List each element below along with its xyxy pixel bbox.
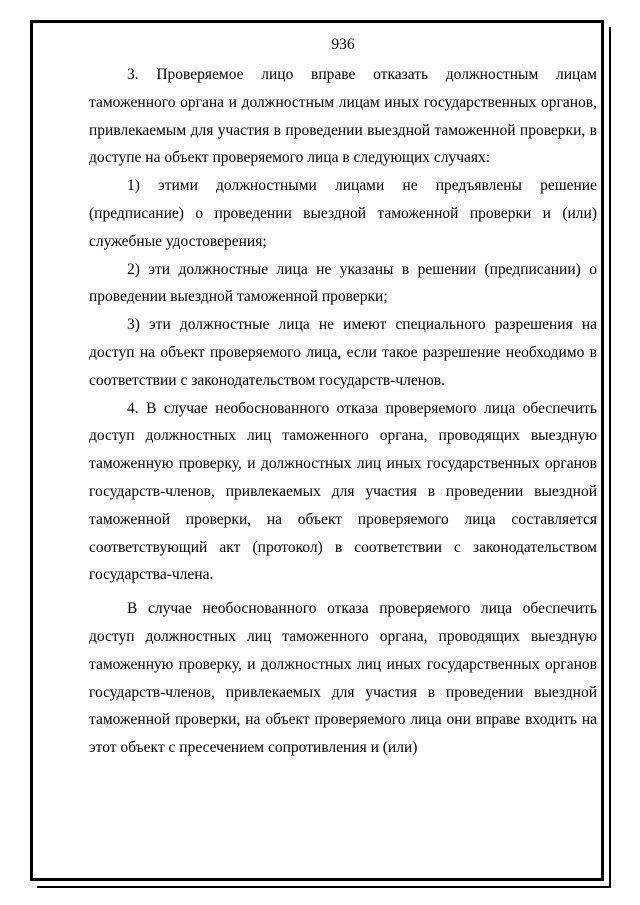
document-body bbox=[89, 33, 597, 762]
paragraph-clause-4-continued: В случае необоснованного отказа проверяемого лица обеспечить доступ должностных лиц таможенного органа, проводящих выездную таможенную проверку, и должностных лиц иных государственных органов государств-членов, привлекаемых для участия в проведении выездной таможенной проверки, на объект проверяемого лица они вправе входить на этот объект с пресечением сопротивления и (или) bbox=[89, 600, 597, 757]
paragraph-subclause-1: 1) этими должностными лицами не предъявлены решение (предписание) о проведении выездной таможенной проверки и (или) служебные удостоверения; bbox=[89, 177, 597, 250]
paragraph-subclause-3: 3) эти должностные лица не имеют специального разрешения на доступ на объект проверяемого лица, если такое разрешение необходимо в соответствии с законодательством государств-членов. bbox=[89, 316, 597, 389]
paragraph-clause-4: 4. В случае необоснованного отказа проверяемого лица обеспечить доступ должностных лиц таможенного органа, проводящих выездную таможенную проверку, и должностных лиц иных государственных органов государств-членов, привлекаемых для участия в проведении выездной таможенной проверки, на объект проверяемого лица составляется соответствующий акт (протокол) в соответствии с законодательством государства-члена. bbox=[89, 399, 597, 584]
paragraph-clause-3: 3. Проверяемое лицо вправе отказать должностным лицам таможенного органа и должностным лицам иных государственных органов, привлекаемым для участия в проведении выездной таможенной проверки, в доступе на объект проверяемого лица в следующих случаях: bbox=[89, 66, 597, 167]
paragraph-subclause-2: 2) эти должностные лица не указаны в решении (предписании) о проведении выездной таможенной проверки; bbox=[89, 260, 597, 306]
page-number: 936 bbox=[331, 36, 355, 53]
